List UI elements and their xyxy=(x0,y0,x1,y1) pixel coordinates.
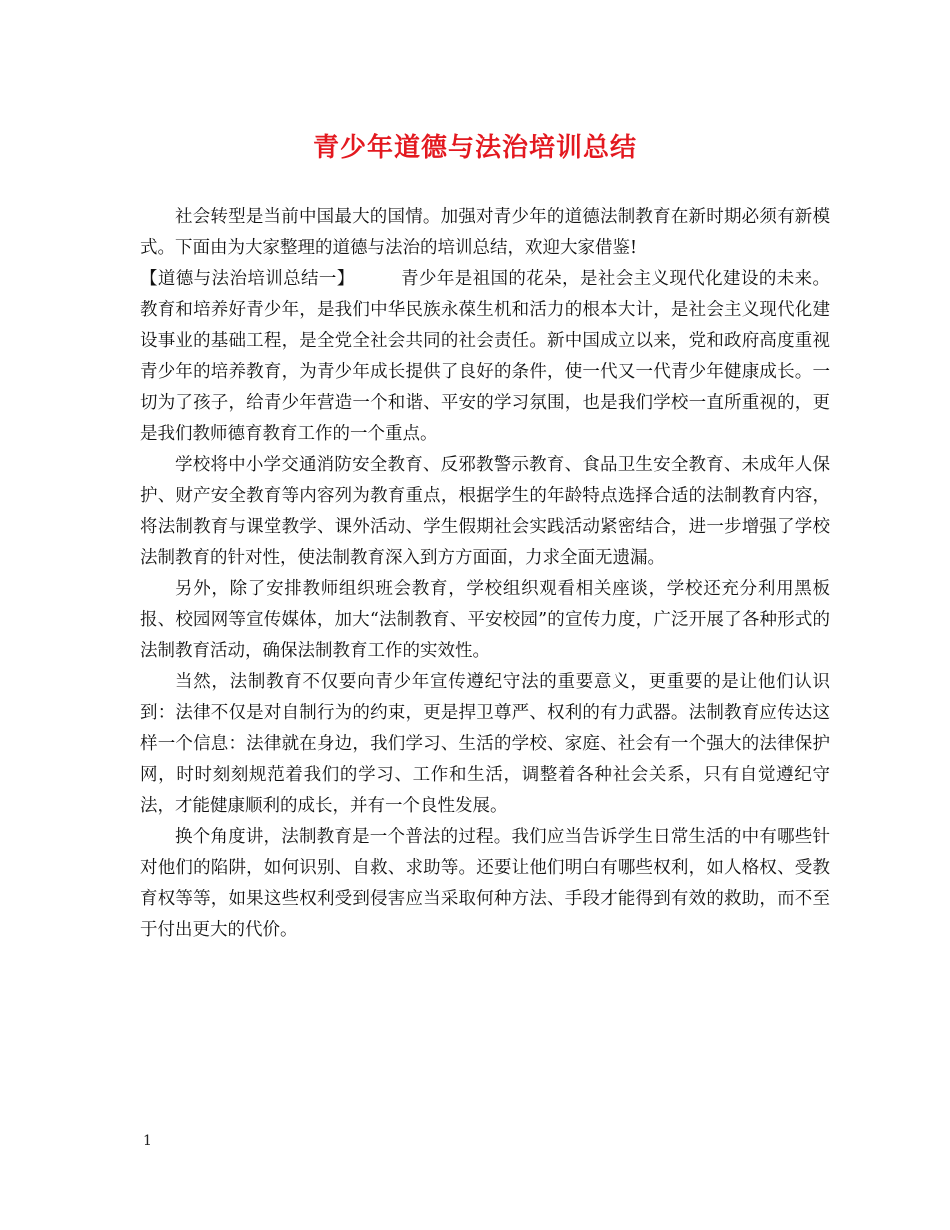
intro-paragraph: 社会转型是当前中国最大的国情。加强对青少年的道德法制教育在新时期必须有新模式。下面由为大家整理的道德与法治的培训总结，欢迎大家借鉴! xyxy=(140,207,830,258)
paragraph-2: 学校将中小学交通消防安全教育、反邪教警示教育、食品卫生安全教育、未成年人保护、财产安全教育等内容列为教育重点，根据学生的年龄特点选择合适的法制教育内容，将法制教育与课堂教学、课外活动、学生假期社会实践活动紧密结合，进一步增强了学校法制教育的针对性，使法制教育深入到方方面面，力求全面无遗漏。 xyxy=(140,455,830,568)
section1-text: 青少年是祖国的花朵，是社会主义现代化建设的未来。教育和培养好青少年，是我们中华民族永葆生机和活力的根本大计，是社会主义现代化建设事业的基础工程，是全党全社会共同的社会责任。新中国成立以来，党和政府高度重视青少年的培养教育，为青少年成长提供了良好的条件，使一代又一代青少年健康成长。一切为了孩子，给青少年营造一个和谐、平安的学习氛围，也是我们学校一直所重视的，更是我们教师德育教育工作的一个重点。 xyxy=(140,269,831,444)
paragraph-4: 当然，法制教育不仅要向青少年宣传遵纪守法的重要意义，更重要的是让他们认识到：法律不仅是对自制行为的约束，更是捍卫尊严、权利的有力武器。法制教育应传达这样一个信息：法律就在身边，我们学习、生活的学校、家庭、社会有一个强大的法律保护网，时时刻刻规范着我们的学习、工作和生活，调整着各种社会关系，只有自觉遵纪守法，才能健康顺利的成长，并有一个良性发展。 xyxy=(140,672,830,816)
paragraph-3: 另外，除了安排教师组织班会教育，学校组织观看相关座谈，学校还充分利用黑板报、校园网等宣传媒体，加大“法制教育、平安校园”的宣传力度，广泛开展了各种形式的法制教育活动，确保法制教育工作的实效性。 xyxy=(140,579,830,661)
document-body xyxy=(140,202,830,946)
section1-paragraph xyxy=(140,264,830,450)
document-title: 青少年道德与法治培训总结 xyxy=(312,133,637,163)
paragraph-5: 换个角度讲，法制教育是一个普法的过程。我们应当告诉学生日常生活的中有哪些针对他们的陷阱，如何识别、自救、求助等。还要让他们明白有哪些权利，如人格权、受教育权等等，如果这些权利受到侵害应当采取何种方法、手段才能得到有效的救助，而不至于付出更大的代价。 xyxy=(140,827,830,940)
section1-heading: 【道德与法治培训总结一】 xyxy=(140,269,355,289)
page-number: 1 xyxy=(143,1133,152,1149)
